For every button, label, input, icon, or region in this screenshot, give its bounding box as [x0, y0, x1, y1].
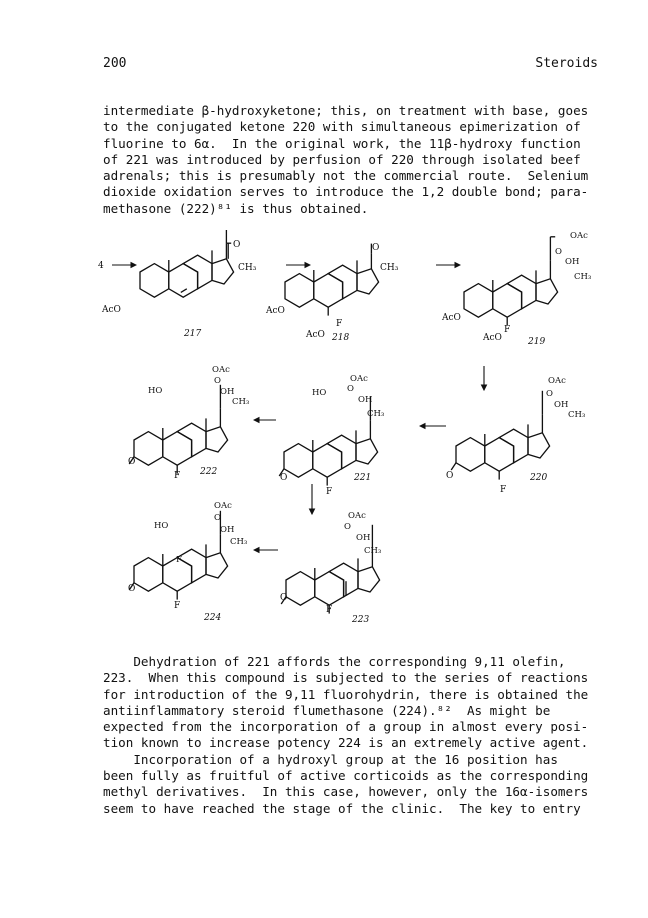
atom-CH3: CH₃ — [367, 409, 385, 419]
text-line: adrenals; this is presumably not the commercial route. Selenium — [103, 168, 589, 184]
page-number: 200 — [103, 56, 127, 71]
atom-OH: OH — [220, 387, 235, 397]
start-label: 4 — [98, 261, 104, 271]
atom-O: O — [372, 243, 380, 253]
atom-OAc: OAc — [570, 231, 588, 241]
compound-label-218: 218 — [332, 333, 350, 343]
atom-OAc: OAc — [348, 511, 366, 521]
atom-O: O — [347, 384, 354, 394]
atom-O: O — [128, 457, 136, 467]
compound-label-224: 224 — [204, 613, 222, 623]
atom-F: F — [504, 325, 511, 335]
text-line: to the conjugated ketone 220 with simultaneous epimerization of — [103, 119, 581, 135]
atom-AcO: AcO — [442, 313, 461, 323]
atom-OAc: OAc — [548, 376, 566, 386]
atom-O: O — [128, 584, 136, 594]
intro-paragraph — [103, 103, 595, 217]
compound-label-217: 217 — [184, 329, 202, 339]
text-line: been fully as fruitful of active corticoids as the corresponding — [103, 768, 589, 784]
text-line: Dehydration of 221 affords the corresponding 9,11 olefin, — [103, 654, 566, 669]
atom-OH: OH — [554, 400, 569, 410]
atom-O: O — [233, 240, 241, 250]
atom-CH3: CH₃ — [364, 546, 382, 556]
text-line: methasone (222)⁸¹ is thus obtained. — [103, 200, 369, 216]
atom-HO: HO — [148, 386, 163, 396]
atom-OH: OH — [358, 395, 373, 405]
text-line: Incorporation of a hydroxyl group at the 16 position has — [103, 751, 558, 767]
text-line: intermediate β-hydroxyketone; this, on treatment with base, goes — [103, 103, 589, 118]
atom-CH3: CH₃ — [574, 272, 592, 282]
compound-220 — [451, 391, 549, 480]
atom-AcO: AcO — [102, 305, 121, 315]
atom-CH3: CH₃ — [380, 263, 399, 273]
atom-CH3: CH₃ — [568, 410, 586, 420]
compound-label-221: 221 — [354, 473, 372, 483]
atom-F: F — [174, 601, 181, 611]
atom-O: O — [546, 389, 553, 399]
atom-OH: OH — [356, 533, 371, 543]
compound-219 — [464, 237, 558, 326]
text-line: expected from the incorporation of a group in almost every posi- — [103, 719, 589, 735]
atom-HO: HO — [312, 388, 327, 398]
atom-F: F — [326, 605, 333, 615]
text-line: methyl derivatives. In this case, however, only the 16α-isomers — [103, 784, 589, 800]
atom-CH3: CH₃ — [238, 263, 257, 273]
atom-OH: OH — [220, 525, 235, 535]
atom-O: O — [214, 513, 221, 523]
atom-F: F — [174, 471, 181, 481]
text-line: seem to have reached the stage of the clinic. The key to entry — [103, 800, 581, 816]
atom-O: O — [555, 247, 562, 257]
text-line: tion known to increase potency 224 is an extremely active agent. — [103, 735, 589, 751]
atom-F: F — [176, 555, 182, 565]
compound-label-223: 223 — [352, 615, 370, 625]
reaction-scheme — [90, 228, 610, 628]
atom-F: F — [326, 487, 333, 497]
text-line: dioxide oxidation serves to introduce the 1,2 double bond; para- — [103, 184, 589, 200]
text-line: 223. When this compound is subjected to the series of reactions — [103, 670, 589, 686]
compound-222 — [129, 385, 227, 474]
atom-CH3: CH₃ — [230, 537, 248, 547]
atom-OAc: OAc — [212, 365, 230, 375]
atom-F: F — [336, 319, 343, 329]
atom-O: O — [214, 376, 221, 386]
atom-O: O — [344, 522, 351, 532]
compound-label-219: 219 — [528, 337, 546, 347]
atom-OAc: OAc — [350, 374, 368, 384]
text-line: fluorine to 6α. In the original work, the 11β-hydroxy function — [103, 135, 581, 151]
atom-O: O — [280, 593, 288, 603]
body-paragraph — [103, 654, 595, 817]
atom-AcO: AcO — [266, 306, 285, 316]
text-line: for introduction of the 9,11 fluorohydrin, there is obtained the — [103, 686, 589, 702]
atom-AcO: AcO — [483, 333, 502, 343]
text-line: of 221 was introduced by perfusion of 220 through isolated beef — [103, 151, 581, 167]
atom-OH: OH — [565, 257, 580, 267]
atom-HO: HO — [154, 521, 169, 531]
atom-OAc: OAc — [214, 501, 232, 511]
running-header: Steroids — [535, 56, 598, 71]
text-line: antiinflammatory steroid flumethasone (224).⁸² As might be — [103, 702, 551, 718]
atom-AcO: AcO — [306, 330, 325, 340]
atom-O: O — [280, 473, 288, 483]
atom-O: O — [446, 471, 454, 481]
compound-label-220: 220 — [530, 473, 548, 483]
compound-label-222: 222 — [200, 467, 218, 477]
compound-217 — [140, 230, 234, 297]
compound-218 — [285, 244, 379, 316]
atom-F: F — [500, 485, 507, 495]
atom-CH3: CH₃ — [232, 397, 250, 407]
